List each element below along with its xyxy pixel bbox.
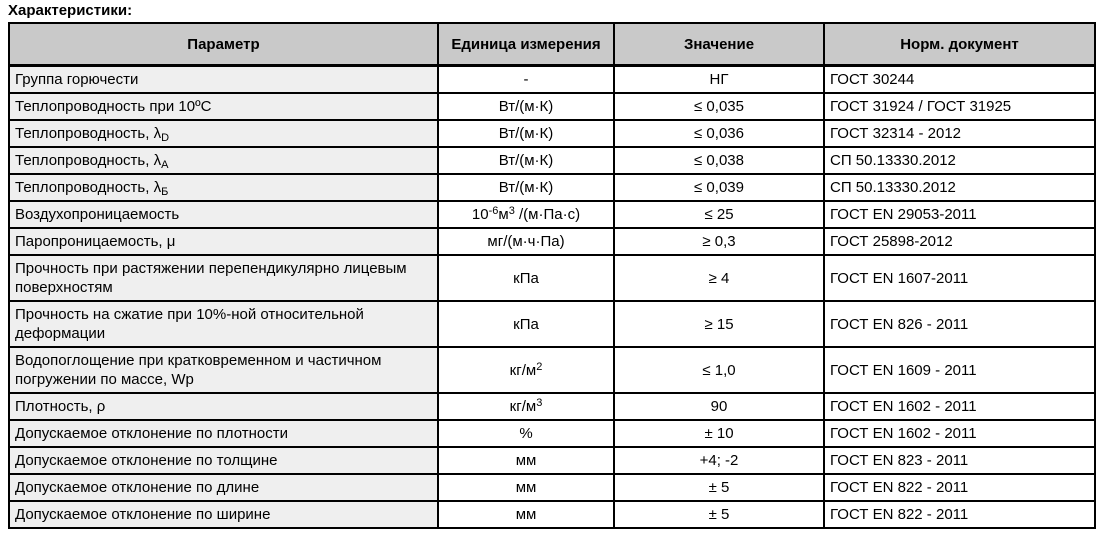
cell-value: ≤ 0,039 — [614, 174, 824, 201]
table-row — [9, 420, 1095, 447]
cell-unit: $10^{-6}м^3$ /(м·Па·с) — [438, 201, 614, 228]
column-header-document: Норм. документ — [824, 23, 1095, 66]
cell-parameter: Водопоглощение при кратковременном и частичном погружении по массе, Wp — [9, 347, 438, 393]
table-row — [9, 228, 1095, 255]
table-row — [9, 174, 1095, 201]
cell-parameter: Теплопроводность, $\lambda_А$ — [9, 147, 438, 174]
cell-parameter: Допускаемое отклонение по плотности — [9, 420, 438, 447]
cell-document: ГОСТ EN 822 - 2011 — [824, 474, 1095, 501]
table-row — [9, 255, 1095, 301]
cell-parameter: Прочность при растяжении перепендикулярно лицевым поверхностям — [9, 255, 438, 301]
cell-parameter: Допускаемое отклонение по толщине — [9, 447, 438, 474]
cell-parameter: Плотность, ρ — [9, 393, 438, 420]
table-body — [9, 66, 1095, 529]
table-row — [9, 93, 1095, 120]
cell-value: ≥ 15 — [614, 301, 824, 347]
cell-unit: Вт/(м·К) — [438, 147, 614, 174]
cell-unit: Вт/(м·К) — [438, 174, 614, 201]
table-header-row — [9, 23, 1095, 66]
column-header-unit: Единица измерения — [438, 23, 614, 66]
cell-value: 90 — [614, 393, 824, 420]
cell-unit: $кг/м^3$ — [438, 393, 614, 420]
table-row — [9, 501, 1095, 528]
cell-parameter: Прочность на сжатие при 10%-ной относительной деформации — [9, 301, 438, 347]
table-row — [9, 147, 1095, 174]
table-row — [9, 474, 1095, 501]
cell-value: ≤ 1,0 — [614, 347, 824, 393]
column-header-value: Значение — [614, 23, 824, 66]
table-row — [9, 120, 1095, 147]
cell-unit: - — [438, 66, 614, 94]
cell-document: СП 50.13330.2012 — [824, 147, 1095, 174]
cell-unit: кПа — [438, 255, 614, 301]
cell-document: ГОСТ EN 1607-2011 — [824, 255, 1095, 301]
cell-parameter: Теплопроводность, $\lambda_D$ — [9, 120, 438, 147]
cell-document: ГОСТ EN 29053-2011 — [824, 201, 1095, 228]
cell-value: ± 5 — [614, 474, 824, 501]
cell-unit: Вт/(м·К) — [438, 93, 614, 120]
cell-document: ГОСТ EN 1609 - 2011 — [824, 347, 1095, 393]
cell-value: ≥ 0,3 — [614, 228, 824, 255]
table-head — [9, 23, 1095, 66]
cell-document: ГОСТ 32314 - 2012 — [824, 120, 1095, 147]
cell-unit: мм — [438, 501, 614, 528]
cell-value: ≤ 25 — [614, 201, 824, 228]
cell-value: ≤ 0,035 — [614, 93, 824, 120]
cell-value: НГ — [614, 66, 824, 94]
cell-parameter: Группа горючести — [9, 66, 438, 94]
table-row — [9, 301, 1095, 347]
cell-document: ГОСТ EN 1602 - 2011 — [824, 420, 1095, 447]
cell-parameter: Допускаемое отклонение по длине — [9, 474, 438, 501]
table-row — [9, 347, 1095, 393]
cell-value: ≤ 0,038 — [614, 147, 824, 174]
cell-unit: кПа — [438, 301, 614, 347]
cell-parameter: Паропроницаемость, μ — [9, 228, 438, 255]
cell-document: ГОСТ EN 822 - 2011 — [824, 501, 1095, 528]
cell-document: ГОСТ 30244 — [824, 66, 1095, 94]
cell-parameter: Теплопроводность при 10ºС — [9, 93, 438, 120]
cell-value: +4; -2 — [614, 447, 824, 474]
cell-unit: мм — [438, 474, 614, 501]
cell-unit: Вт/(м·К) — [438, 120, 614, 147]
cell-value: ≥ 4 — [614, 255, 824, 301]
table-row — [9, 393, 1095, 420]
cell-document: ГОСТ 31924 / ГОСТ 31925 — [824, 93, 1095, 120]
cell-document: ГОСТ EN 823 - 2011 — [824, 447, 1095, 474]
cell-parameter: Воздухопроницаемость — [9, 201, 438, 228]
table-row — [9, 66, 1095, 94]
table-row — [9, 447, 1095, 474]
cell-parameter: Допускаемое отклонение по ширине — [9, 501, 438, 528]
cell-unit: % — [438, 420, 614, 447]
cell-parameter: Теплопроводность, $\lambda_Б$ — [9, 174, 438, 201]
table-row — [9, 201, 1095, 228]
cell-unit: $кг/м^2$ — [438, 347, 614, 393]
column-header-parameter: Параметр — [9, 23, 438, 66]
cell-value: ± 5 — [614, 501, 824, 528]
cell-document: ГОСТ EN 826 - 2011 — [824, 301, 1095, 347]
section-title: Характеристики: — [8, 2, 133, 19]
cell-value: ≤ 0,036 — [614, 120, 824, 147]
cell-unit: мм — [438, 447, 614, 474]
characteristics-table — [8, 22, 1096, 529]
cell-document: ГОСТ 25898-2012 — [824, 228, 1095, 255]
cell-unit: мг/(м·ч·Па) — [438, 228, 614, 255]
cell-document: ГОСТ EN 1602 - 2011 — [824, 393, 1095, 420]
cell-document: СП 50.13330.2012 — [824, 174, 1095, 201]
cell-value: ± 10 — [614, 420, 824, 447]
